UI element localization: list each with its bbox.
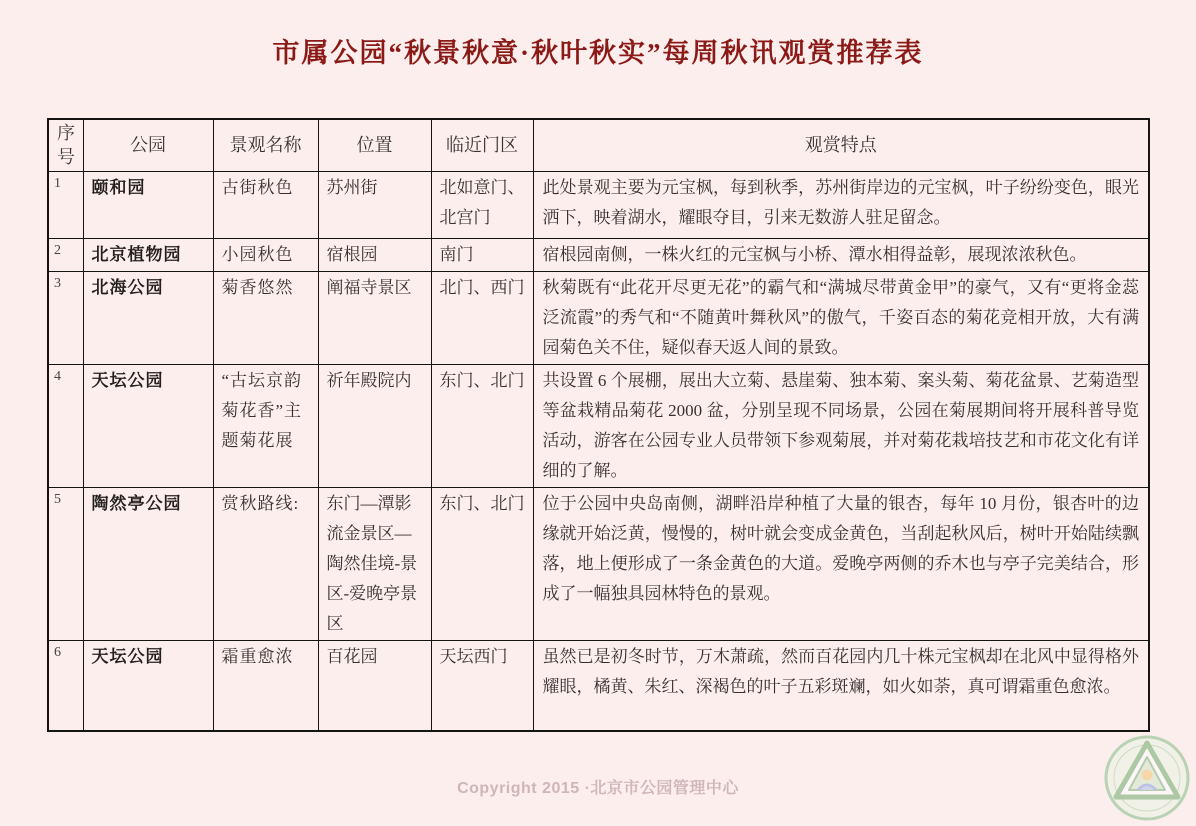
cell-location: 宿根园 [318,238,431,271]
cell-park: 北海公园 [83,271,213,364]
cell-park: 天坛公园 [83,640,213,731]
column-header-park: 公园 [83,119,213,171]
cell-index: 1 [48,171,83,238]
cell-index: 4 [48,364,83,487]
cell-scenery: “古坛京韵菊花香”主题菊花展 [213,364,318,487]
copyright-text: Copyright 2015 ·北京市公园管理中心 [457,780,739,797]
cell-location: 阐福寺景区 [318,271,431,364]
cell-gates: 南门 [431,238,533,271]
column-header-index: 序号 [48,119,83,171]
parks-management-logo-icon [1102,733,1192,823]
cell-gates: 东门、北门 [431,364,533,487]
cell-features: 虽然已是初冬时节，万木萧疏，然而百花园内几十株元宝枫却在北风中显得格外耀眼，橘黄、朱红、深褐色的叶子五彩斑斓，如火如荼，真可谓霜重色愈浓。 [533,640,1149,731]
column-header-features: 观赏特点 [533,119,1149,171]
table-header-row [48,119,1149,171]
table-row [48,487,1149,640]
recommendation-table [47,118,1150,732]
cell-scenery: 小园秋色 [213,238,318,271]
cell-features: 共设置 6 个展棚，展出大立菊、悬崖菊、独本菊、案头菊、菊花盆景、艺菊造型等盆栽精品菊花 2000 盆，分别呈现不同场景，公园在菊展期间将开展科普导览活动，游客在公园专业人员带领下参观菊展，并对菊花栽培技艺和市花文化有详细的了解。 [533,364,1149,487]
table-row [48,364,1149,487]
table-row [48,640,1149,731]
cell-scenery: 菊香悠然 [213,271,318,364]
table-head [48,119,1149,171]
cell-index: 3 [48,271,83,364]
table-row [48,271,1149,364]
cell-park: 北京植物园 [83,238,213,271]
cell-park: 颐和园 [83,171,213,238]
column-header-location: 位置 [318,119,431,171]
cell-features: 宿根园南侧，一株火红的元宝枫与小桥、潭水相得益彰，展现浓浓秋色。 [533,238,1149,271]
cell-index: 2 [48,238,83,271]
cell-location: 苏州街 [318,171,431,238]
cell-scenery: 赏秋路线: [213,487,318,640]
cell-gates: 天坛西门 [431,640,533,731]
cell-location: 东门—潭影流金景区—陶然佳境-景区-爱晚亭景区 [318,487,431,640]
page-title: 市属公园“秋景秋意·秋叶秋实”每周秋讯观赏推荐表 [272,38,924,68]
cell-index: 5 [48,487,83,640]
cell-features: 位于公园中央岛南侧，湖畔沿岸种植了大量的银杏，每年 10 月份，银杏叶的边缘就开始泛黄，慢慢的，树叶就会变成金黄色，当刮起秋风后，树叶开始陆续飘落，地上便形成了一条金黄色的大道。爱晚亭两侧的乔木也与亭子完美结合，形成了一幅独具园林特色的景观。 [533,487,1149,640]
cell-features: 秋菊既有“此花开尽更无花”的霸气和“满城尽带黄金甲”的豪气，又有“更将金蕊泛流霞”的秀气和“不随黄叶舞秋风”的傲气，千姿百态的菊花竞相开放，大有满园菊色关不住，疑似春天返人间的景致。 [533,271,1149,364]
cell-park: 陶然亭公园 [83,487,213,640]
cell-index: 6 [48,640,83,731]
cell-scenery: 霜重愈浓 [213,640,318,731]
column-header-scenery: 景观名称 [213,119,318,171]
cell-features: 此处景观主要为元宝枫，每到秋季，苏州街岸边的元宝枫，叶子纷纷变色，眼光洒下，映着湖水，耀眼夺目，引来无数游人驻足留念。 [533,171,1149,238]
table-row [48,238,1149,271]
cell-location: 百花园 [318,640,431,731]
cell-scenery: 古街秋色 [213,171,318,238]
cell-gates: 东门、北门 [431,487,533,640]
cell-location: 祈年殿院内 [318,364,431,487]
cell-gates: 北如意门、北宫门 [431,171,533,238]
table-row [48,171,1149,238]
table-body [48,171,1149,731]
column-header-gates: 临近门区 [431,119,533,171]
cell-park: 天坛公园 [83,364,213,487]
cell-gates: 北门、西门 [431,271,533,364]
